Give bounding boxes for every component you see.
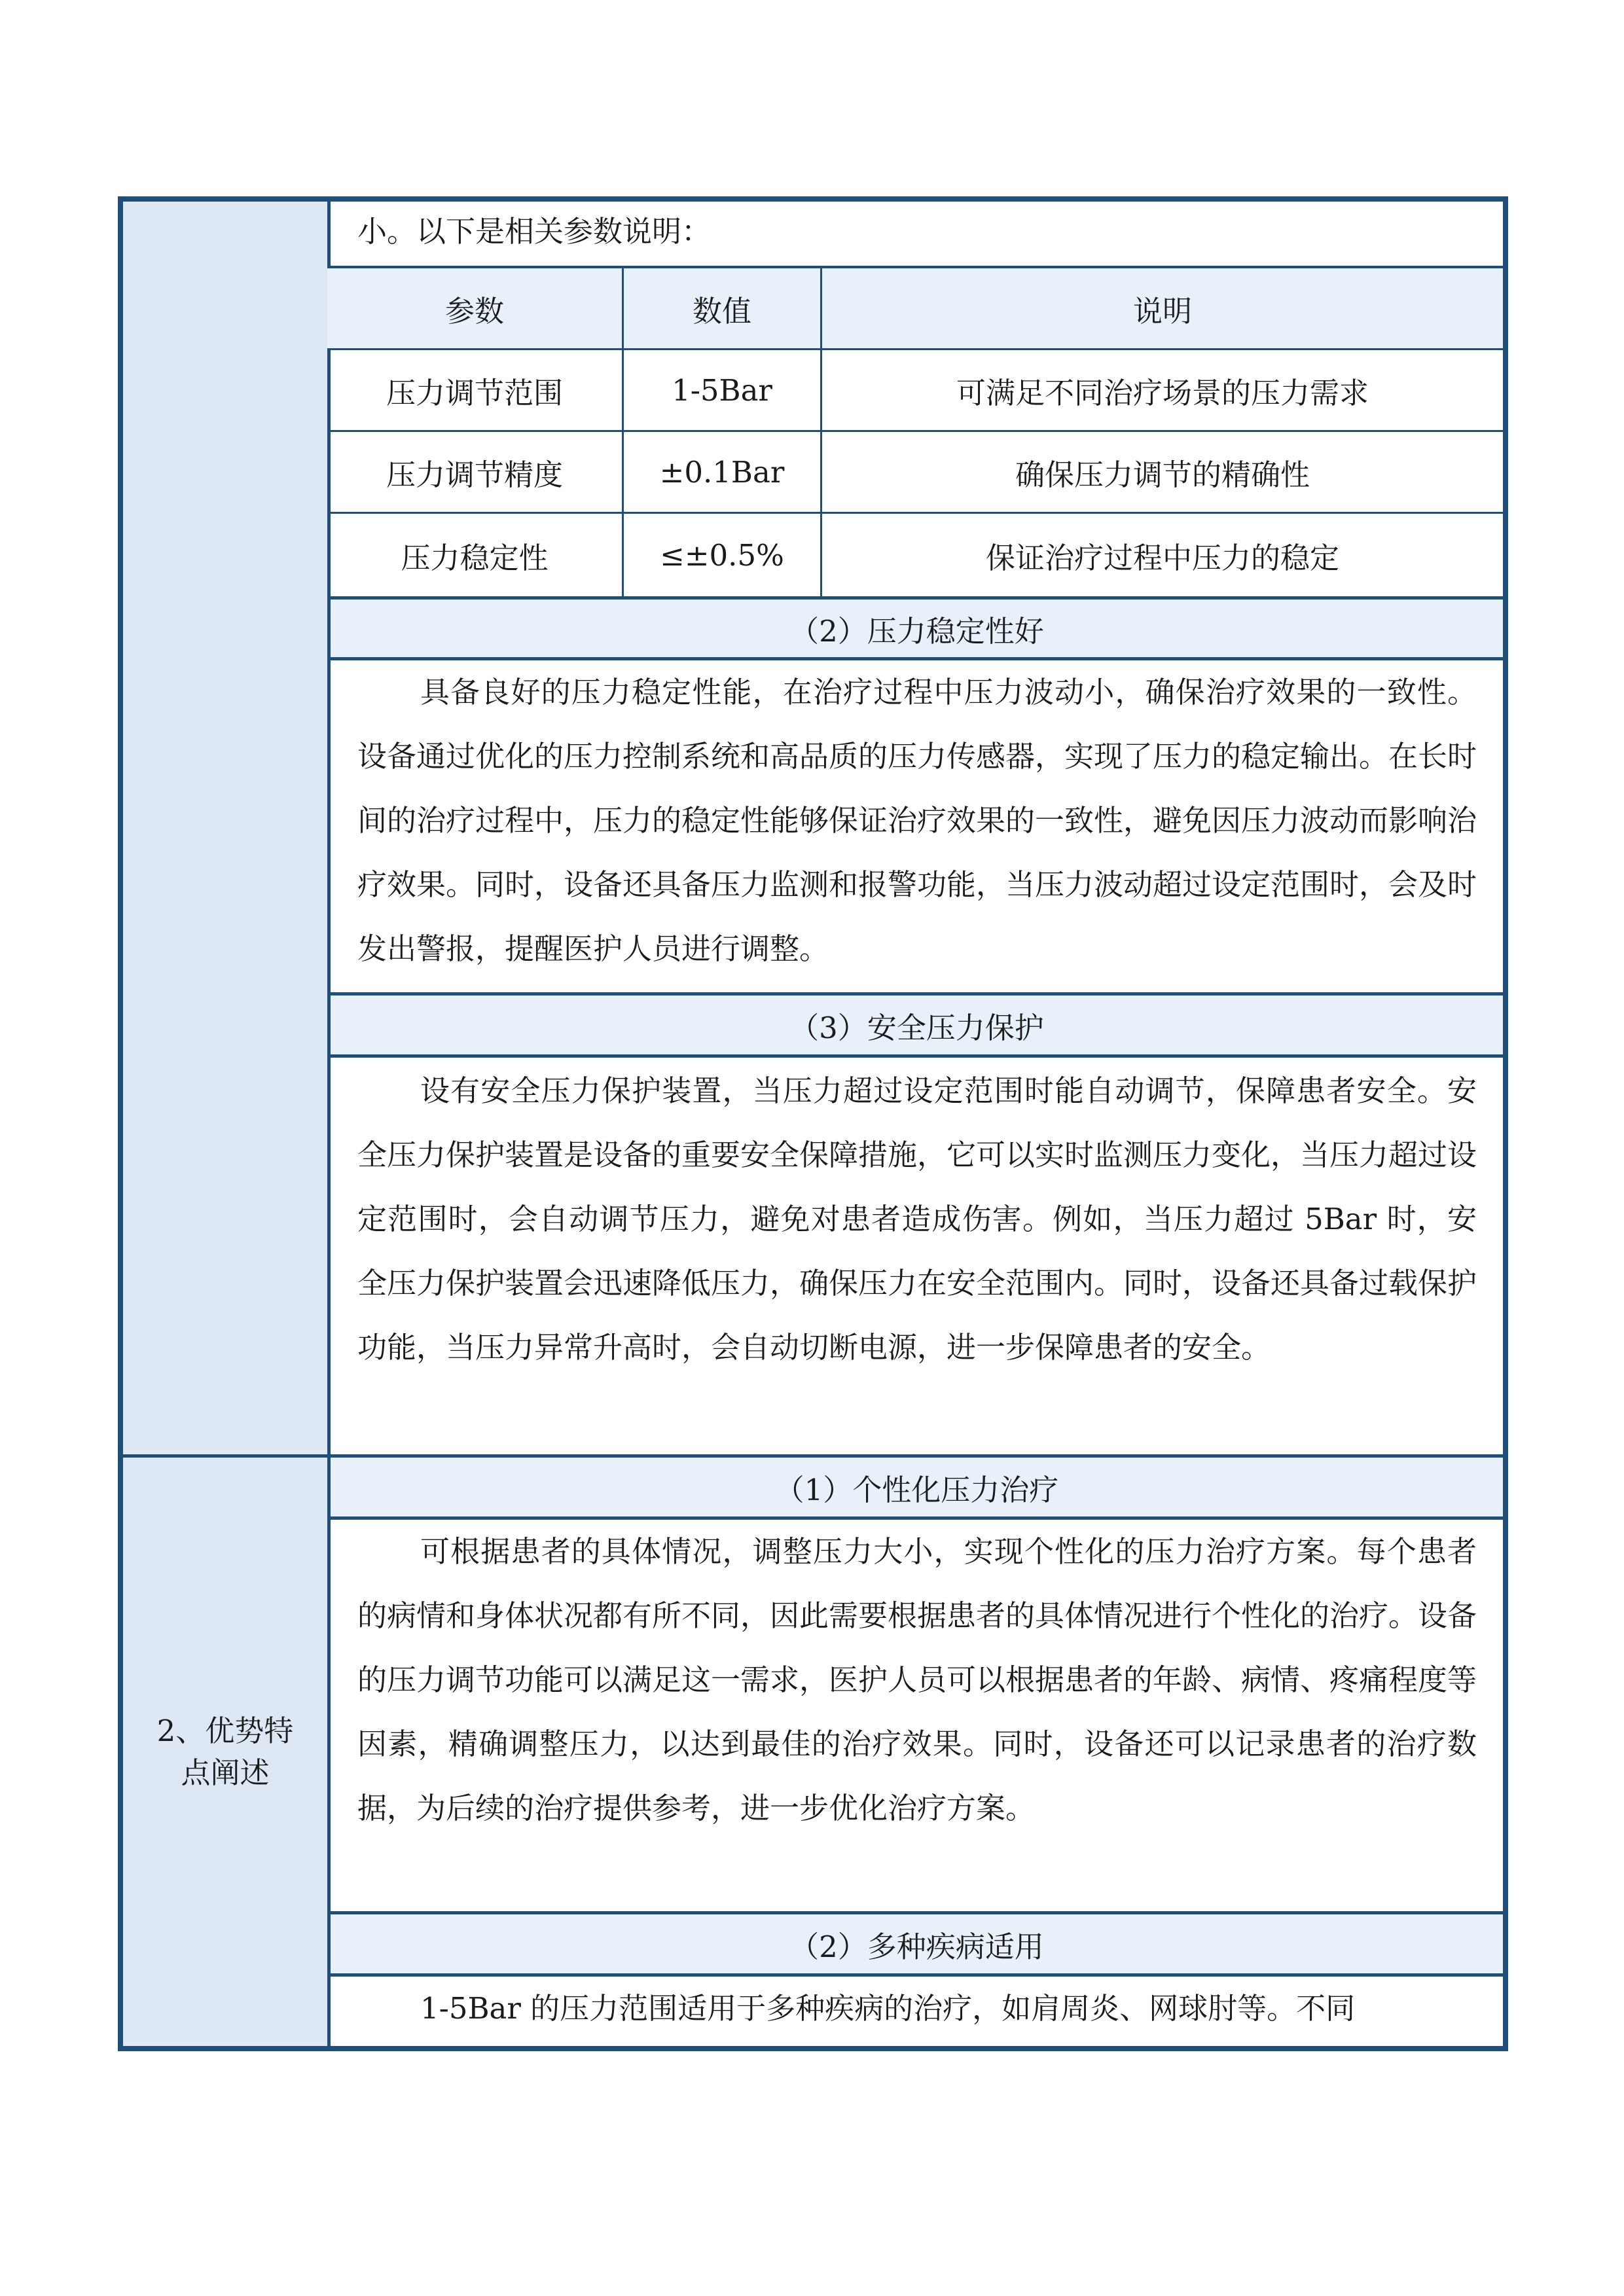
section-heading-text: （2）多种疾病适用 (789, 1929, 1044, 1964)
left-column-top (123, 202, 331, 1454)
section-body (357, 1977, 1477, 2046)
section-body-text: 1-5Bar 的压力范围适用于多种疾病的治疗，如肩周炎、网球肘等。不同 (420, 1991, 1356, 2026)
row-label-line: 点阐述 (181, 1755, 270, 1790)
row-label (123, 1458, 327, 2046)
header-desc: 说明 (1132, 293, 1192, 329)
param-table-row (327, 350, 1503, 430)
section-body (357, 1059, 1477, 1452)
section-body (357, 1520, 1477, 1971)
param-table-header (327, 268, 1503, 348)
header-param: 参数 (327, 268, 624, 348)
row-label-line: 2、优势特 (156, 1713, 294, 1748)
row-param: 压力调节范围 (327, 350, 624, 430)
divider (327, 1054, 1503, 1058)
header-value: 数值 (624, 268, 822, 348)
intro-text: 小。以下是相关参数说明： (357, 214, 712, 249)
row-param: 压力调节精度 (327, 432, 624, 512)
section-heading-text: （3）安全压力保护 (789, 1010, 1044, 1045)
row-value: ≤±0.5% (624, 514, 822, 596)
row-desc: 可满足不同治疗场景的压力需求 (956, 375, 1369, 410)
section-heading-text: （2）压力稳定性好 (789, 613, 1044, 649)
row-param: 压力稳定性 (327, 514, 624, 596)
section-heading-text: （1）个性化压力治疗 (774, 1472, 1059, 1507)
row-value: ±0.1Bar (624, 432, 822, 512)
param-table-row (327, 514, 1503, 596)
section-body-text: 可根据患者的具体情况，调整压力大小，实现个性化的压力治疗方案。每个患者的病情和身体状况都有所不同，因此需要根据患者的具体情况进行个性化的治疗。设备的压力调节功能可以满足这一需求，医护人员可以根据患者的年龄、病情、疼痛程度等因素，精确调整压力，以达到最佳的治疗效果。同时，设备还可以记录患者的治疗数据，为后续的治疗提供参考，进一步优化治疗方案。 (357, 1534, 1477, 1825)
section-body-text: 具备良好的压力稳定性能，在治疗过程中压力波动小，确保治疗效果的一致性。设备通过优化的压力控制系统和高品质的压力传感器，实现了压力的稳定输出。在长时间的治疗过程中，压力的稳定性能够保证治疗效果的一致性，避免因压力波动而影响治疗效果。同时，设备还具备压力监测和报警功能，当压力波动超过设定范围时，会及时发出警报，提醒医护人员进行调整。 (357, 675, 1477, 966)
section-heading (331, 600, 1503, 657)
section-heading (331, 1458, 1503, 1516)
document-table (118, 196, 1508, 2051)
intro-line (357, 202, 1477, 266)
param-table-row (327, 432, 1503, 512)
section-body-text: 设有安全压力保护装置，当压力超过设定范围时能自动调节，保障患者安全。安全压力保护装置是设备的重要安全保障措施，它可以实时监测压力变化，当压力超过设定范围时，会自动调节压力，避免对患者造成伤害。例如，当压力超过 5Bar 时，安全压力保护装置会迅速降低压力，确保压力在安全范围内。同时，设备还具备过载保护功能，当压力异常升高时，会自动切断电源，进一步保障患者的安全。 (357, 1073, 1477, 1365)
row-desc: 保证治疗过程中压力的稳定 (985, 540, 1339, 575)
row-value: 1-5Bar (624, 350, 822, 430)
section-heading (331, 996, 1503, 1054)
row-desc: 确保压力调节的精确性 (1015, 457, 1310, 492)
section-heading (331, 1914, 1503, 1973)
